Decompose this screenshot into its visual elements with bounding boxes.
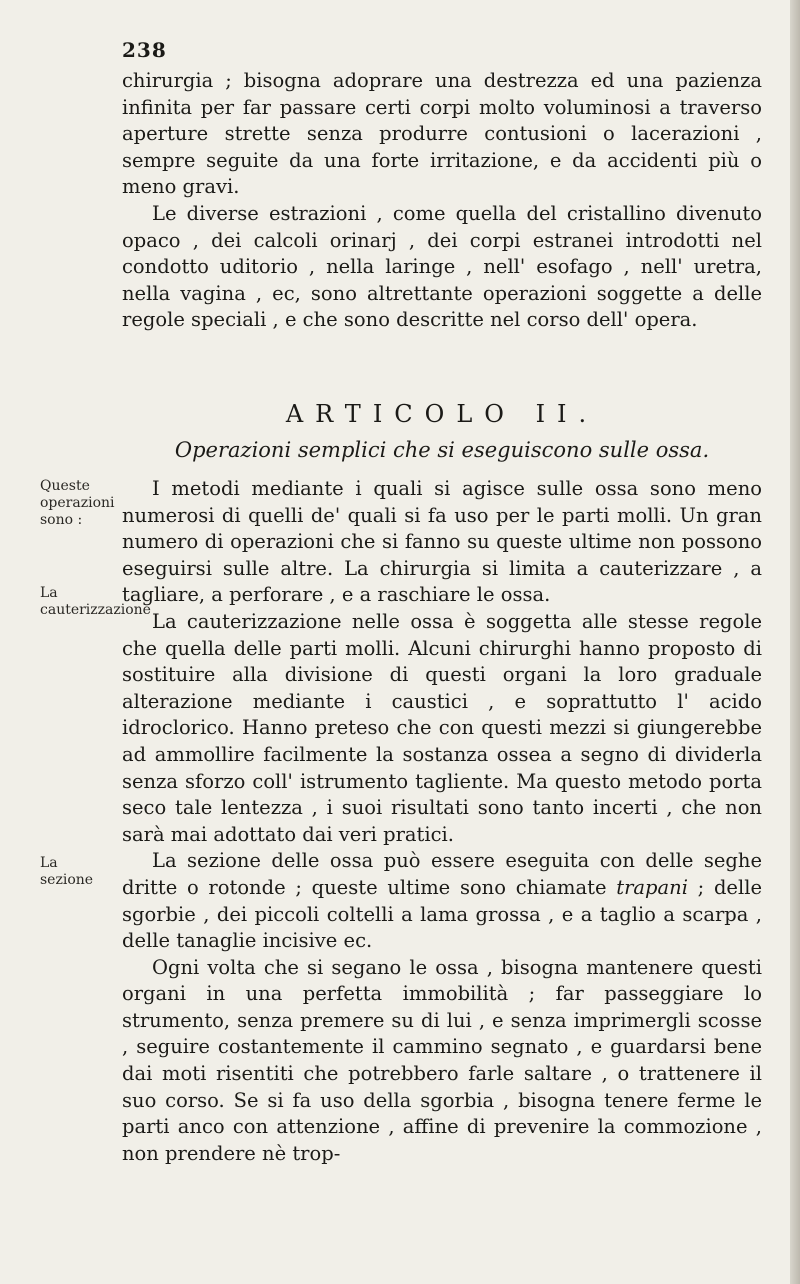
paragraph-section xyxy=(122,848,762,954)
margin-note-section: La sezione xyxy=(40,855,94,888)
page-edge xyxy=(790,0,800,1284)
margin-note-operations: Queste operazioni sono : xyxy=(40,478,115,528)
section-text-italic: trapani xyxy=(616,875,688,899)
article-subtitle: Operazioni semplici che si eseguiscono sulle ossa. xyxy=(174,438,710,462)
section-text-start: La sezione delle ossa può essere eseguita con delle seghe dritte o rotonde ; queste ultime sono chiamate xyxy=(122,849,762,899)
page-number: 238 xyxy=(122,38,167,62)
paragraph-methods: I metodi mediante i quali si agisce sulle ossa sono meno numerosi di quelli de' quali si fa uso per le parti molli. Un gran numero di operazioni che si fanno su queste ultime non possono eseguirsi sulle altre. La chirurgia si limita a cauterizzare , a tagliare, a perforare , e a raschiare le ossa. xyxy=(122,477,762,607)
article-heading: ARTICOLO II. xyxy=(285,400,599,428)
section-text-end: ; delle sgorbie , dei piccoli coltelli a lama grossa , e a taglio a scarpa , delle tanaglie incisive ec. xyxy=(122,875,762,953)
text-block-top xyxy=(122,68,762,334)
paragraph-intro: chirurgia ; bisogna adoprare una destrezza ed una pazienza infinita per far passare certi corpi molto voluminosi a traverso aperture strette senza produrre contusioni o lacerazioni , sempre seguite da una forte irritazione, e da accidenti più o meno gravi. xyxy=(122,69,762,199)
paragraph-sawing: Ogni volta che si segano le ossa , bisogna mantenere questi organi in una perfetta immobilità ; far passeggiare lo strumento, senza premere su di lui , e senza imprimergli scosse , seguire costantemente il cammino segnato , e guardarsi bene dai moti risentiti che potrebbero farle saltare , o trattenere il suo corso. Se si fa uso della sgorbia , bisogna tenere ferme le parti anco con attenzione , affine di prevenire la commozione , non prendere nè trop- xyxy=(122,955,762,1165)
margin-note-cauterization: La cauterizzazione xyxy=(40,585,151,618)
paragraph-cauterization: La cauterizzazione nelle ossa è soggetta alle stesse regole che quella delle parti molli. Alcuni chirurghi hanno proposto di sostituire alla divisione di questi organi la loro graduale alterazione mediante i caustici , e soprattutto l' acido idroclorico. Hanno preteso che con questi mezzi si giungerebbe ad ammollire facilmente la sostanza ossea a segno di dividerla senza sforzo coll' istrumento tagliente. Ma questo metodo porta seco tale lentezza , i suoi risultati sono tanto incerti , che non sarà mai adottato dai veri pratici. xyxy=(122,609,762,846)
paragraph-extractions: Le diverse estrazioni , come quella del cristallino divenuto opaco , dei calcoli orinarj , dei corpi estranei introdotti nel condotto uditorio , nella laringe , nell' esofago , nell' uretra, nella vagina , ec, sono altrettante operazioni soggette a delle regole speciali , e che sono descritte nel corso dell' opera. xyxy=(122,201,762,332)
text-block-bones xyxy=(122,476,762,1167)
